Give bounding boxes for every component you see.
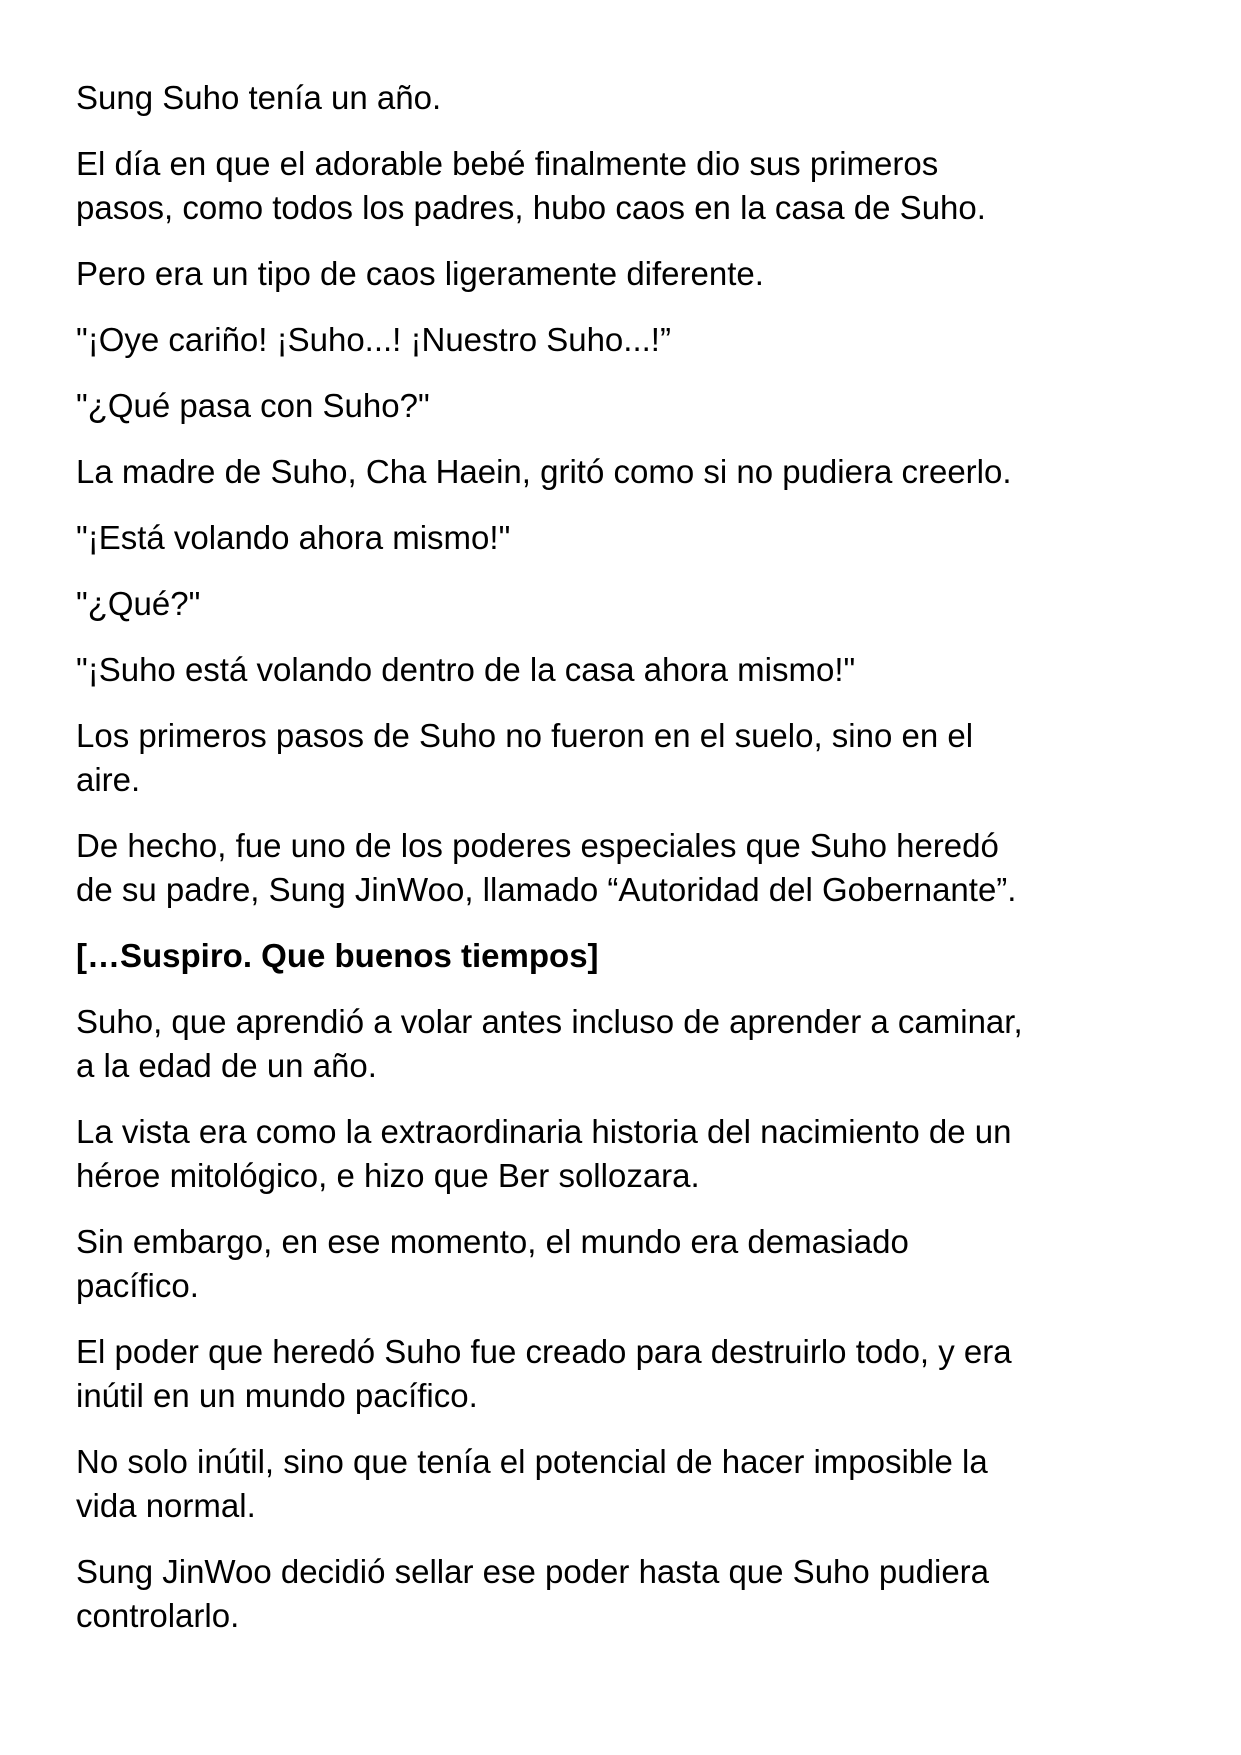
paragraph: El día en que el adorable bebé finalmente dio sus primeros pasos, como todos los padres, hubo caos en la casa de Suho.: [76, 145, 986, 226]
paragraph: Sung Suho tenía un año.: [76, 79, 442, 116]
paragraph: El poder que heredó Suho fue creado para destruirlo todo, y era inútil en un mundo pacífico.: [76, 1333, 1012, 1414]
paragraph: Los primeros pasos de Suho no fueron en el suelo, sino en el aire.: [76, 717, 974, 798]
paragraph: Suho, que aprendió a volar antes incluso de aprender a caminar, a la edad de un año.: [76, 1003, 1023, 1084]
paragraph: La vista era como la extraordinaria historia del nacimiento de un héroe mitológico, e hizo que Ber sollozara.: [76, 1113, 1012, 1194]
bold-paragraph: […Suspiro. Que buenos tiempos]: [76, 937, 599, 974]
paragraph: De hecho, fue uno de los poderes especiales que Suho heredó de su padre, Sung JinWoo, llamado “Autoridad del Gobernante”.: [76, 827, 1017, 908]
paragraph: "¡Oye cariño! ¡Suho...! ¡Nuestro Suho...!”: [76, 321, 671, 358]
paragraph: "¿Qué pasa con Suho?": [76, 387, 430, 424]
document-body: [76, 76, 1196, 1660]
paragraph: Pero era un tipo de caos ligeramente diferente.: [76, 255, 764, 292]
paragraph: La madre de Suho, Cha Haein, gritó como si no pudiera creerlo.: [76, 453, 1012, 490]
paragraph: "¡Está volando ahora mismo!": [76, 519, 511, 556]
paragraph: "¡Suho está volando dentro de la casa ahora mismo!": [76, 651, 856, 688]
paragraph: Sin embargo, en ese momento, el mundo era demasiado pacífico.: [76, 1223, 909, 1304]
paragraph: "¿Qué?": [76, 585, 201, 622]
paragraph: No solo inútil, sino que tenía el potencial de hacer imposible la vida normal.: [76, 1443, 988, 1524]
paragraph: Sung JinWoo decidió sellar ese poder hasta que Suho pudiera controlarlo.: [76, 1553, 990, 1634]
